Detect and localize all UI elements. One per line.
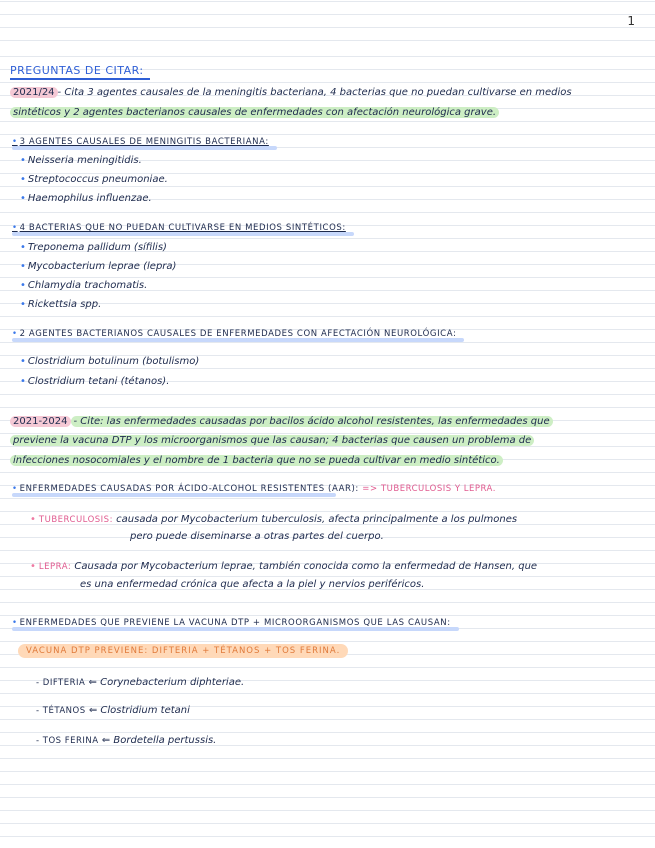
bullet-icon: • [20,356,26,367]
dtp-item: - TOS FERINA ⇐ Bordetella pertussis. [36,735,217,746]
section-no-cultivables-heading-text: 4 BACTERIAS QUE NO PUEDAN CULTIVARSE EN MEDIOS SINTÉTICOS: [19,223,346,233]
double-arrow-icon: => [362,484,378,494]
left-double-arrow-icon: ⇐ [88,705,98,716]
lepra-text-1: Causada por Mycobacterium leprae, también conocida como la enfermedad de Hansen, que [74,561,538,572]
bullet-icon: • [20,376,26,387]
bullet-icon: • [20,280,26,291]
section-aar-answer: TUBERCULOSIS Y LEPRA. [380,484,496,494]
question-2-tag: 2021-2024 [10,416,71,427]
lepra-label: LEPRA: [38,562,72,572]
list-item: • Clostridium botulinum (botulismo) [20,356,200,367]
bullet-icon: • [20,193,26,204]
section-no-cultivables-heading [12,222,346,234]
lepra-line-2: es una enfermedad crónica que afecta a la piel y nervios periféricos. [80,579,425,590]
bullet-icon: • [12,618,18,628]
section-aar-heading [12,483,496,495]
bullet-icon: • [12,484,18,494]
bullet-icon: • [30,514,36,525]
question-2-line-3 [10,454,639,467]
dtp-item: - DIFTERIA ⇐ Corynebacterium diphteriae. [36,677,245,688]
dtp-item: - TÉTANOS ⇐ Clostridium tetani [36,705,190,716]
dtp-summary-box: VACUNA DTP PREVIENE: DIFTERIA + TÉTANOS + TOS FERINA. [18,644,348,658]
question-1-text-2: sintéticos y 2 agentes bacterianos causales de enfermedades con afectación neurológica grave. [10,107,499,118]
section-meningitis-heading [12,136,269,148]
question-1-line-2 [10,106,639,119]
list-item: • Mycobacterium leprae (lepra) [20,261,177,272]
tuberculosis-line-2: pero puede diseminarse a otras partes del cuerpo. [130,531,384,542]
question-1-text-1: - Cita 3 agentes causales de la meningitis bacteriana, 4 bacterias que no puedan cultivarse en medios [57,87,572,98]
list-item: • Treponema pallidum (sífilis) [20,242,167,253]
section-aar-heading-text: ENFERMEDADES CAUSADAS POR ÁCIDO-ALCOHOL RESISTENTES (AAR): [19,484,359,494]
bullet-icon: • [12,137,18,147]
list-item: • Haemophilus influenzae. [20,193,152,204]
section-meningitis-heading-text: 3 AGENTES CAUSALES DE MENINGITIS BACTERIANA: [19,137,269,147]
section-neurologica-heading-text: 2 AGENTES BACTERIANOS CAUSALES DE ENFERMEDADES CON AFECTACIÓN NEUROLÓGICA: [19,329,457,339]
bullet-icon: • [20,299,26,310]
bullet-icon: • [20,261,26,272]
question-2-line-2 [10,434,639,447]
list-item: • Clostridium tetani (tétanos). [20,376,170,387]
bullet-icon: • [30,561,36,572]
question-2-text-1: - Cite: las enfermedades causadas por bacilos ácido alcohol resistentes, las enfermedades que [71,416,553,427]
lepra-line-1 [30,560,537,574]
left-double-arrow-icon: ⇐ [88,677,97,688]
page-title: PREGUNTAS DE CITAR: [10,64,150,80]
bullet-icon: • [20,242,26,253]
list-item: • Streptococcus pneumoniae. [20,174,168,185]
question-1-tag: 2021/24 [10,87,58,98]
section-neurologica-heading [12,328,456,340]
tuberculosis-label: TUBERCULOSIS: [38,515,113,525]
list-item: • Rickettsia spp. [20,299,102,310]
question-1-line-1 [10,86,639,99]
bullet-icon: • [12,223,18,233]
question-2-text-3: infecciones nosocomiales y el nombre de 1 bacteria que no se pueda cultivar en medio sintético. [10,455,503,466]
section-dtp-heading [12,617,451,629]
bullet-icon: • [20,174,26,185]
list-item: • Chlamydia trachomatis. [20,280,148,291]
tuberculosis-line-1 [30,513,517,527]
bullet-icon: • [20,155,26,166]
bullet-icon: • [12,329,18,339]
list-item: • Neisseria meningitidis. [20,155,142,166]
tuberculosis-text-1: causada por Mycobacterium tuberculosis, afecta principalmente a los pulmones [116,514,518,525]
question-2-text-2: previene la vacuna DTP y los microorganismos que las causan; 4 bacterias que causen un problema de [10,435,534,446]
left-double-arrow-icon: ⇐ [101,735,111,746]
page-number: 1 [627,14,635,28]
section-dtp-heading-text: ENFERMEDADES QUE PREVIENE LA VACUNA DTP + MICROORGANISMOS QUE LAS CAUSAN: [19,618,451,628]
question-2-line-1 [10,415,639,428]
